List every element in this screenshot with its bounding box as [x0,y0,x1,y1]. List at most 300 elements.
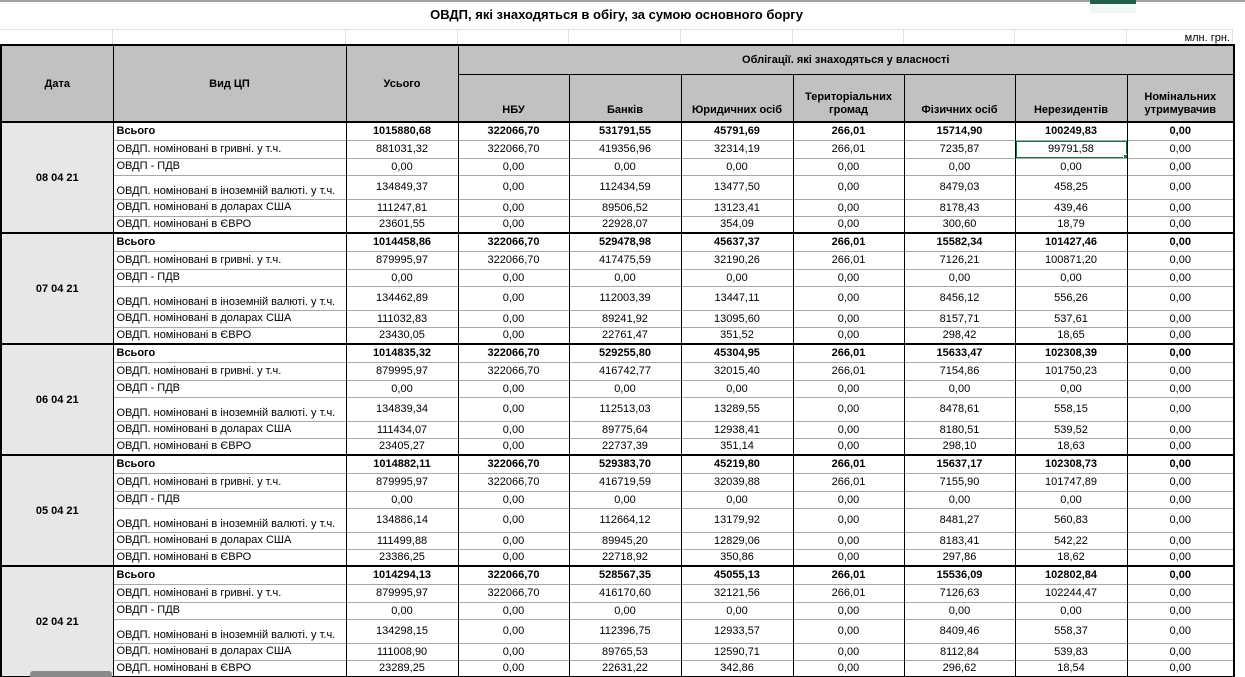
value-cell[interactable]: 32190,26 [681,251,793,269]
header-total[interactable]: Усього [346,45,458,122]
value-cell[interactable]: 266,01 [793,473,904,491]
row-label-cell[interactable] [113,251,346,269]
value-cell[interactable]: 0,00 [1127,438,1234,455]
value-cell[interactable]: 101747,89 [1015,473,1127,491]
value-cell[interactable]: 439,46 [1015,199,1127,216]
value-cell[interactable]: 0,00 [793,199,904,216]
value-cell[interactable]: 0,00 [1127,269,1234,286]
value-cell[interactable]: 266,01 [793,362,904,380]
value-cell[interactable]: 1014835,32 [346,344,458,362]
value-cell[interactable]: 8157,71 [904,310,1015,327]
value-cell[interactable]: 1014294,13 [346,566,458,584]
value-cell[interactable]: 89506,52 [569,199,681,216]
value-cell[interactable]: 18,65 [1015,327,1127,344]
value-cell[interactable]: 322066,70 [458,140,569,158]
row-label-cell[interactable] [113,140,346,158]
value-cell[interactable]: 102308,39 [1015,344,1127,362]
value-cell[interactable]: 15714,90 [904,122,1015,140]
row-label-cell[interactable] [113,549,346,566]
value-cell[interactable]: 0,00 [346,491,458,508]
value-cell[interactable]: 879995,97 [346,473,458,491]
value-cell[interactable]: 0,00 [1127,140,1234,158]
value-cell[interactable]: 351,14 [681,438,793,455]
row-label-cell[interactable] [113,643,346,660]
row-label-cell[interactable] [113,216,346,233]
header-owner-nominal-holders[interactable]: Номінальних утримувачив [1127,74,1234,122]
value-cell[interactable]: 0,00 [1015,269,1127,286]
value-cell[interactable]: 45304,95 [681,344,793,362]
value-cell[interactable]: 0,00 [346,380,458,397]
value-cell[interactable]: 322066,70 [458,455,569,473]
value-cell[interactable]: 0,00 [681,380,793,397]
row-label-cell[interactable] [113,122,346,140]
value-cell[interactable]: 0,00 [1127,660,1234,677]
value-cell[interactable]: 0,00 [458,310,569,327]
value-cell[interactable]: 539,52 [1015,421,1127,438]
value-cell[interactable]: 15637,17 [904,455,1015,473]
value-cell[interactable]: 15633,47 [904,344,1015,362]
value-cell[interactable]: 0,00 [1127,602,1234,619]
value-cell[interactable]: 0,00 [681,269,793,286]
value-cell[interactable]: 0,00 [904,602,1015,619]
value-cell[interactable]: 0,00 [458,532,569,549]
value-cell[interactable]: 0,00 [904,380,1015,397]
value-cell[interactable]: 0,00 [793,549,904,566]
value-cell[interactable]: 0,00 [346,158,458,175]
table-row [1,619,1234,643]
value-cell[interactable]: 0,00 [793,421,904,438]
value-cell[interactable]: 0,00 [793,602,904,619]
row-label-cell[interactable] [113,473,346,491]
value-cell[interactable]: 0,00 [793,438,904,455]
value-cell[interactable]: 18,63 [1015,438,1127,455]
value-cell[interactable]: 23601,55 [346,216,458,233]
value-cell[interactable]: 879995,97 [346,362,458,380]
row-label-cell[interactable] [113,269,346,286]
value-cell[interactable]: 0,00 [458,269,569,286]
value-cell[interactable]: 32121,56 [681,584,793,602]
value-cell[interactable]: 297,86 [904,549,1015,566]
value-cell[interactable]: 7154,86 [904,362,1015,380]
value-cell[interactable]: 0,00 [793,380,904,397]
value-cell[interactable]: 322066,70 [458,362,569,380]
value-cell[interactable]: 23289,25 [346,660,458,677]
row-label: ОВДП. номіновані в гривні. у т.ч. [116,475,282,488]
value-cell[interactable]: 0,00 [458,549,569,566]
selection-fill-handle[interactable] [1123,154,1128,159]
value-cell[interactable]: 7155,90 [904,473,1015,491]
value-cell[interactable]: 529255,80 [569,344,681,362]
value-cell[interactable]: 0,00 [904,158,1015,175]
value-cell[interactable]: 0,00 [1127,233,1234,251]
value-cell[interactable]: 0,00 [793,286,904,310]
value-cell[interactable]: 879995,97 [346,251,458,269]
value-cell[interactable]: 23430,05 [346,327,458,344]
value-cell[interactable]: 0,00 [1127,286,1234,310]
value-cell[interactable]: 0,00 [793,532,904,549]
value-cell[interactable]: 12829,06 [681,532,793,549]
value-cell[interactable]: 45055,13 [681,566,793,584]
value-cell[interactable]: 458,25 [1015,175,1127,199]
value-cell[interactable]: 342,86 [681,660,793,677]
value-cell[interactable]: 0,00 [793,175,904,199]
value-cell[interactable]: 556,26 [1015,286,1127,310]
value-cell[interactable]: 100249,83 [1015,122,1127,140]
value-cell[interactable]: 0,00 [1127,619,1234,643]
value-cell[interactable]: 13289,55 [681,397,793,421]
value-cell[interactable]: 0,00 [458,643,569,660]
value-cell[interactable]: 0,00 [1127,643,1234,660]
row-label-cell[interactable] [113,491,346,508]
value-cell[interactable]: 542,22 [1015,532,1127,549]
value-cell[interactable]: 22928,07 [569,216,681,233]
value-cell[interactable]: 0,00 [458,199,569,216]
value-cell[interactable]: 0,00 [458,619,569,643]
value-cell[interactable]: 0,00 [793,310,904,327]
value-cell[interactable]: 22718,92 [569,549,681,566]
value-cell[interactable]: 322066,70 [458,122,569,140]
value-cell[interactable]: 45791,69 [681,122,793,140]
value-cell[interactable]: 417475,59 [569,251,681,269]
header-date[interactable]: Дата [1,45,113,122]
value-cell[interactable]: 322066,70 [458,344,569,362]
value-cell[interactable]: 0,00 [1015,380,1127,397]
value-cell[interactable]: 0,00 [1127,199,1234,216]
header-security-type[interactable]: Вид ЦП [113,45,346,122]
value-cell[interactable]: 102802,84 [1015,566,1127,584]
row-label-cell[interactable] [113,362,346,380]
value-cell[interactable]: 7126,63 [904,584,1015,602]
value-cell[interactable]: 0,00 [1127,310,1234,327]
value-cell[interactable]: 0,00 [458,158,569,175]
value-cell[interactable]: 0,00 [1127,566,1234,584]
row-label-cell[interactable] [113,438,346,455]
value-cell[interactable]: 416719,59 [569,473,681,491]
value-cell[interactable]: 0,00 [793,508,904,532]
value-cell[interactable]: 0,00 [1127,508,1234,532]
row-label-cell[interactable] [113,455,346,473]
value-cell[interactable]: 0,00 [1127,380,1234,397]
value-cell[interactable]: 8456,12 [904,286,1015,310]
date-cell[interactable]: 05 04 21 [1,455,113,566]
value-cell[interactable]: 881031,32 [346,140,458,158]
value-cell[interactable]: 112434,59 [569,175,681,199]
value-cell[interactable]: 8178,43 [904,199,1015,216]
value-cell[interactable]: 350,86 [681,549,793,566]
value-cell[interactable]: 0,00 [1127,397,1234,421]
row-label-cell[interactable] [113,233,346,251]
row-label-cell[interactable] [113,286,346,310]
value-cell[interactable]: 23386,25 [346,549,458,566]
value-cell[interactable]: 0,00 [1127,344,1234,362]
row-label-cell[interactable] [113,175,346,199]
value-cell[interactable]: 0,00 [1127,473,1234,491]
header-owner-territorial-communities[interactable]: Територіальних громад [793,74,904,122]
value-cell[interactable]: 0,00 [1127,491,1234,508]
value-cell[interactable]: 7235,87 [904,140,1015,158]
row-label-cell[interactable] [113,397,346,421]
value-cell[interactable]: 0,00 [904,491,1015,508]
value-cell[interactable]: 12938,41 [681,421,793,438]
value-cell[interactable]: 0,00 [458,380,569,397]
header-owner-legal-entities[interactable]: Юридичних осіб [681,74,793,122]
value-cell[interactable]: 15536,09 [904,566,1015,584]
value-cell[interactable]: 134462,89 [346,286,458,310]
row-label: ОВДП. номіновані в доларах США [116,423,292,435]
value-cell[interactable]: 0,00 [793,158,904,175]
value-cell[interactable]: 0,00 [793,619,904,643]
value-cell[interactable]: 0,00 [1127,549,1234,566]
value-cell[interactable]: 111247,81 [346,199,458,216]
value-cell[interactable]: 0,00 [793,660,904,677]
value-cell[interactable]: 266,01 [793,584,904,602]
row-label-cell[interactable] [113,660,346,677]
value-cell[interactable]: 0,00 [346,602,458,619]
value-cell[interactable]: 0,00 [1015,158,1127,175]
value-cell[interactable]: 45637,37 [681,233,793,251]
value-cell[interactable]: 0,00 [458,327,569,344]
value-cell[interactable]: 0,00 [458,286,569,310]
value-cell[interactable]: 13123,41 [681,199,793,216]
value-cell[interactable]: 0,00 [569,491,681,508]
value-cell[interactable]: 528567,35 [569,566,681,584]
row-label-cell[interactable] [113,508,346,532]
value-cell[interactable]: 0,00 [793,643,904,660]
value-cell[interactable]: 134298,15 [346,619,458,643]
value-cell[interactable]: 112003,39 [569,286,681,310]
row-label-cell[interactable] [113,327,346,344]
value-cell[interactable]: 0,00 [458,491,569,508]
value-cell[interactable]: 22761,47 [569,327,681,344]
row-label: ОВДП. номіновані в доларах США [116,201,292,213]
row-label-cell[interactable] [113,199,346,216]
value-cell[interactable]: 7126,21 [904,251,1015,269]
value-cell[interactable]: 354,09 [681,216,793,233]
row-label-cell[interactable] [113,344,346,362]
row-label-cell[interactable] [113,566,346,584]
value-cell[interactable]: 0,00 [681,602,793,619]
value-cell[interactable]: 0,00 [458,602,569,619]
value-cell[interactable]: 22631,22 [569,660,681,677]
header-owner-individuals[interactable]: Фізичних осіб [904,74,1015,122]
value-cell[interactable]: 111434,07 [346,421,458,438]
value-cell[interactable]: 529383,70 [569,455,681,473]
value-cell[interactable]: 8481,27 [904,508,1015,532]
row-label-cell[interactable] [113,158,346,175]
value-cell[interactable]: 322066,70 [458,584,569,602]
value-cell[interactable]: 0,00 [458,508,569,532]
value-cell[interactable]: 322066,70 [458,233,569,251]
value-cell[interactable]: 112396,75 [569,619,681,643]
value-cell[interactable]: 102308,73 [1015,455,1127,473]
value-cell[interactable]: 89945,20 [569,532,681,549]
units-label: млн. грн. [1184,32,1230,44]
value-cell[interactable]: 111008,90 [346,643,458,660]
row-label-cell[interactable] [113,619,346,643]
value-cell[interactable]: 266,01 [793,122,904,140]
value-cell[interactable]: 32314,19 [681,140,793,158]
value-cell[interactable]: 32015,40 [681,362,793,380]
value-cell[interactable]: 0,00 [793,269,904,286]
value-cell[interactable]: 13095,60 [681,310,793,327]
value-cell[interactable]: 0,00 [681,491,793,508]
row-label: ОВДП - ПДВ [116,493,180,505]
value-cell[interactable]: 0,00 [681,158,793,175]
value-cell[interactable]: 539,83 [1015,643,1127,660]
row-label-cell[interactable] [113,421,346,438]
value-cell[interactable]: 101750,23 [1015,362,1127,380]
value-cell[interactable]: 0,00 [346,269,458,286]
value-cell[interactable]: 1015880,68 [346,122,458,140]
value-cell[interactable]: 0,00 [458,438,569,455]
value-cell[interactable]: 8180,51 [904,421,1015,438]
value-cell[interactable]: 1014882,11 [346,455,458,473]
value-cell[interactable]: 12590,71 [681,643,793,660]
value-cell[interactable]: 134886,14 [346,508,458,532]
row-label: ОВДП. номіновані в доларах США [116,645,292,657]
row-label-cell[interactable] [113,532,346,549]
value-cell[interactable]: 0,00 [1127,455,1234,473]
value-cell[interactable]: 0,00 [569,158,681,175]
value-cell[interactable]: 134849,37 [346,175,458,199]
value-cell[interactable]: 8409,46 [904,619,1015,643]
value-cell[interactable]: 0,00 [793,491,904,508]
value-cell[interactable]: 0,00 [569,602,681,619]
value-cell[interactable]: 298,10 [904,438,1015,455]
value-cell[interactable]: 0,00 [458,421,569,438]
value-cell[interactable]: 266,01 [793,344,904,362]
value-cell[interactable]: 0,00 [1015,602,1127,619]
date-cell[interactable]: 02 04 21 [1,566,113,677]
gridline [112,30,113,45]
value-cell[interactable]: 13179,92 [681,508,793,532]
row-label: Всього [116,346,156,359]
value-cell[interactable]: 112513,03 [569,397,681,421]
value-cell[interactable]: 18,79 [1015,216,1127,233]
value-cell[interactable]: 89765,53 [569,643,681,660]
value-cell[interactable]: 8112,84 [904,643,1015,660]
value-cell[interactable]: 102244,47 [1015,584,1127,602]
value-cell[interactable]: 134839,34 [346,397,458,421]
value-cell[interactable]: 0,00 [1127,158,1234,175]
date-cell[interactable]: 07 04 21 [1,233,113,344]
gridline [457,30,458,45]
value-cell[interactable]: 0,00 [1127,122,1234,140]
value-cell[interactable]: 0,00 [1127,532,1234,549]
value-cell[interactable]: 18,62 [1015,549,1127,566]
value-cell[interactable]: 13477,50 [681,175,793,199]
date-cell[interactable]: 06 04 21 [1,344,113,455]
value-cell[interactable]: 32039,88 [681,473,793,491]
row-label-cell[interactable] [113,310,346,327]
value-cell[interactable]: 0,00 [1127,216,1234,233]
header-owner-nbu[interactable]: НБУ [458,74,569,122]
value-cell[interactable]: 322066,70 [458,251,569,269]
value-cell[interactable]: 322066,70 [458,566,569,584]
value-cell[interactable]: 558,37 [1015,619,1127,643]
value-cell[interactable]: 0,00 [1127,327,1234,344]
value-cell[interactable]: 13447,11 [681,286,793,310]
value-cell[interactable]: 23405,27 [346,438,458,455]
value-cell[interactable]: 111032,83 [346,310,458,327]
value-cell[interactable]: 0,00 [1127,421,1234,438]
units-row [0,29,1233,45]
value-cell[interactable]: 537,61 [1015,310,1127,327]
value-cell[interactable]: 8183,41 [904,532,1015,549]
value-cell[interactable]: 529478,98 [569,233,681,251]
row-label-cell[interactable] [113,380,346,397]
value-cell[interactable]: 0,00 [458,660,569,677]
row-label: ОВДП. номіновані в доларах США [116,534,292,546]
value-cell[interactable]: 8478,61 [904,397,1015,421]
value-cell[interactable]: 0,00 [569,269,681,286]
value-cell[interactable]: 0,00 [793,327,904,344]
value-cell[interactable]: 89241,92 [569,310,681,327]
value-cell[interactable]: 89775,64 [569,421,681,438]
value-cell[interactable]: 879995,97 [346,584,458,602]
value-cell[interactable]: 100871,20 [1015,251,1127,269]
date-cell[interactable]: 08 04 21 [1,122,113,233]
value-cell[interactable]: 0,00 [793,397,904,421]
value-cell[interactable]: 18,54 [1015,660,1127,677]
value-cell[interactable]: 111499,88 [346,532,458,549]
value-cell[interactable]: 0,00 [793,216,904,233]
value-cell[interactable]: 112664,12 [569,508,681,532]
value-cell[interactable]: 0,00 [1127,175,1234,199]
row-label-cell[interactable] [113,602,346,619]
value-cell[interactable]: 0,00 [458,175,569,199]
value-cell[interactable]: 0,00 [904,269,1015,286]
value-cell[interactable]: 266,01 [793,566,904,584]
value-cell[interactable]: 419356,96 [569,140,681,158]
row-label: ОВДП. номіновані в доларах США [116,312,292,324]
value-cell[interactable]: 15582,34 [904,233,1015,251]
value-cell[interactable]: 0,00 [1127,362,1234,380]
value-cell[interactable]: 322066,70 [458,473,569,491]
header-owner-nonresidents[interactable]: Нерезидентів [1015,74,1127,122]
value-cell[interactable]: 296,62 [904,660,1015,677]
value-cell[interactable]: 416170,60 [569,584,681,602]
value-cell[interactable]: 45219,80 [681,455,793,473]
value-cell[interactable]: 8479,03 [904,175,1015,199]
value-cell[interactable]: 298,42 [904,327,1015,344]
value-cell[interactable]: 0,00 [1015,491,1127,508]
value-cell[interactable]: 266,01 [793,140,904,158]
value-cell[interactable]: 99791,58 [1015,140,1127,158]
value-cell[interactable]: 0,00 [569,380,681,397]
value-cell[interactable]: 0,00 [458,397,569,421]
value-cell[interactable]: 101427,46 [1015,233,1127,251]
value-cell[interactable]: 300,60 [904,216,1015,233]
value-cell[interactable]: 416742,77 [569,362,681,380]
value-cell[interactable]: 351,52 [681,327,793,344]
value-cell[interactable]: 0,00 [1127,251,1234,269]
value-cell[interactable]: 266,01 [793,455,904,473]
header-owner-banks[interactable]: Банків [569,74,681,122]
value-cell[interactable]: 0,00 [458,216,569,233]
value-cell[interactable]: 266,01 [793,233,904,251]
value-cell[interactable]: 266,01 [793,251,904,269]
value-cell[interactable]: 531791,55 [569,122,681,140]
value-cell[interactable]: 12933,57 [681,619,793,643]
value-cell[interactable]: 0,00 [1127,584,1234,602]
value-cell[interactable]: 558,15 [1015,397,1127,421]
value-cell[interactable]: 560,83 [1015,508,1127,532]
header-ownership-group[interactable]: Облігації. які знаходяться у власності [458,45,1234,74]
value-cell[interactable]: 1014458,86 [346,233,458,251]
value-cell[interactable]: 22737,39 [569,438,681,455]
row-label-cell[interactable] [113,584,346,602]
